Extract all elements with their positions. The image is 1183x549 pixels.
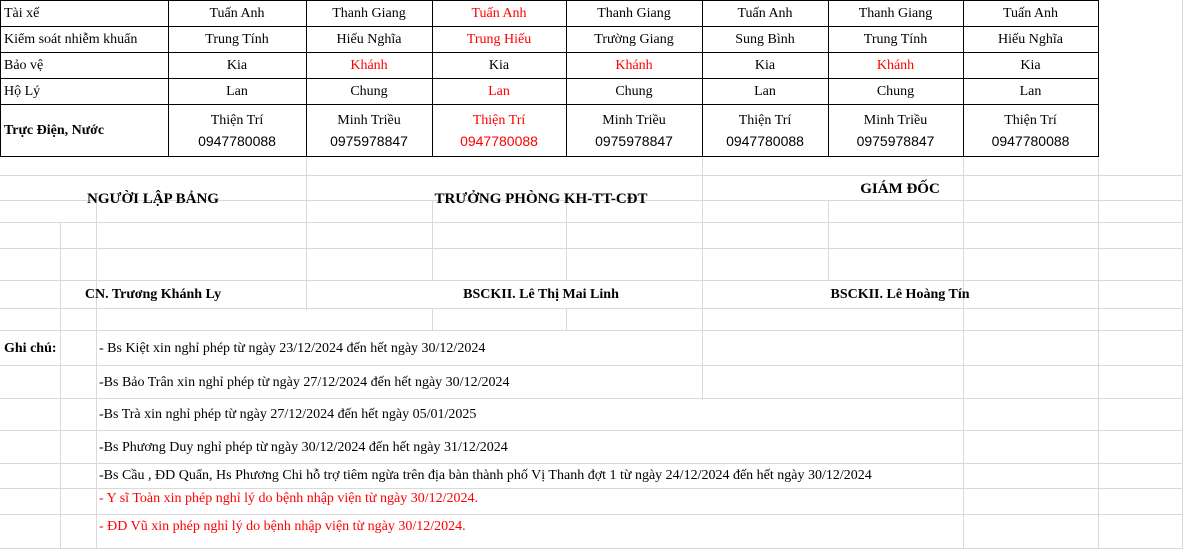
row-label: Bảo vệ — [4, 58, 44, 73]
head-name: BSCKII. Lê Thị Mai Linh — [463, 287, 619, 302]
director-title: GIÁM ĐỐC — [860, 181, 940, 197]
roster-cell: Trung Tính — [863, 32, 928, 47]
roster-cell-phone: 0975978847 — [856, 133, 935, 149]
row-label: Hộ Lý — [4, 84, 41, 99]
roster-cell: Khánh — [876, 58, 915, 73]
roster-cell: Khánh — [615, 58, 653, 73]
roster-cell: Kia — [754, 58, 776, 73]
roster-cell-name: Minh Triều — [602, 113, 666, 128]
preparer-title: NGƯỜI LẬP BẢNG — [87, 191, 219, 207]
roster-cell-phone: 0947780088 — [726, 133, 804, 149]
roster-cell-name: Minh Triều — [337, 113, 401, 128]
head-title: TRƯỞNG PHÒNG KH-TT-CĐT — [434, 191, 648, 207]
roster-cell: Chung — [350, 84, 388, 99]
roster-cell: Hiếu Nghĩa — [336, 32, 402, 47]
note-line: - Bs Kiệt xin nghỉ phép từ ngày 23/12/2024 đến hết ngày 30/12/2024 — [99, 341, 486, 356]
roster-cell: Thanh Giang — [597, 6, 671, 21]
roster-cell: Hiếu Nghĩa — [998, 32, 1063, 47]
roster-cell: Kia — [1020, 58, 1041, 73]
roster-cell-phone: 0947780088 — [460, 133, 538, 149]
roster-cell-phone: 0947780088 — [198, 133, 276, 149]
roster-cell-phone: 0975978847 — [330, 133, 408, 149]
roster-cell: Thanh Giang — [332, 6, 406, 21]
roster-cell-phone: 0975978847 — [595, 133, 673, 149]
roster-cell: Kia — [488, 58, 510, 73]
roster-cell: Tuấn Anh — [1002, 6, 1059, 21]
note-line-highlight: - Y sĩ Toàn xin phép nghỉ lý do bệnh nhập viện từ ngày 30/12/2024. — [99, 491, 478, 506]
note-line: -Bs Bảo Trân xin nghỉ phép từ ngày 27/12/2024 đến hết ngày 30/12/2024 — [99, 375, 510, 390]
roster-cell-name: Minh Triều — [863, 113, 928, 128]
roster-cell-name: Thiện Trí — [472, 113, 526, 128]
roster-cell: Trường Giang — [594, 32, 674, 47]
row-label: Kiểm soát nhiễm khuẩn — [4, 32, 138, 47]
notes-label: Ghi chú: — [4, 341, 57, 356]
note-line-highlight: - ĐD Vũ xin phép nghỉ lý do bệnh nhập viện từ ngày 30/12/2024. — [99, 519, 466, 534]
roster-cell-name: Thiện Trí — [210, 113, 264, 128]
row-label: Tài xế — [4, 6, 40, 21]
roster-cell: Khánh — [350, 58, 388, 73]
roster-cell: Lan — [1019, 84, 1042, 99]
roster-cell-name: Thiện Trí — [738, 113, 792, 128]
note-line: -Bs Trà xin nghỉ phép từ ngày 27/12/2024 đến hết ngày 05/01/2025 — [99, 407, 477, 422]
director-name: BSCKII. Lê Hoàng Tín — [830, 287, 970, 302]
roster-cell: Tuấn Anh — [737, 6, 793, 21]
preparer-name: CN. Trương Khánh Ly — [84, 287, 222, 302]
roster-cell-phone: 0947780088 — [991, 133, 1070, 149]
roster-cell: Tuấn Anh — [209, 6, 265, 21]
roster-cell: Thanh Giang — [858, 6, 933, 21]
roster-cell: Kia — [226, 58, 248, 73]
roster-cell: Trung Tính — [205, 32, 269, 47]
note-line: -Bs Phương Duy nghỉ phép từ ngày 30/12/2024 đến hết ngày 31/12/2024 — [99, 440, 508, 455]
note-line: -Bs Cầu , ĐD Quẩn, Hs Phương Chi hỗ trợ tiêm ngừa trên địa bàn thành phố Vị Thanh đợt 1 từ ngày 24/12/2024 đến hết ngày 30/12/2024 — [99, 468, 872, 483]
roster-cell: Lan — [488, 84, 510, 99]
roster-cell: Lan — [226, 84, 248, 99]
roster-cell: Tuấn Anh — [471, 6, 527, 21]
roster-cell: Trung Hiếu — [466, 32, 532, 47]
roster-cell: Chung — [876, 84, 915, 99]
roster-cell: Sung Bình — [735, 32, 795, 47]
row-label: Trực Điện, Nước — [4, 123, 105, 138]
roster-cell-name: Thiện Trí — [1004, 113, 1057, 128]
roster-cell: Lan — [754, 84, 776, 99]
roster-cell: Chung — [615, 84, 653, 99]
